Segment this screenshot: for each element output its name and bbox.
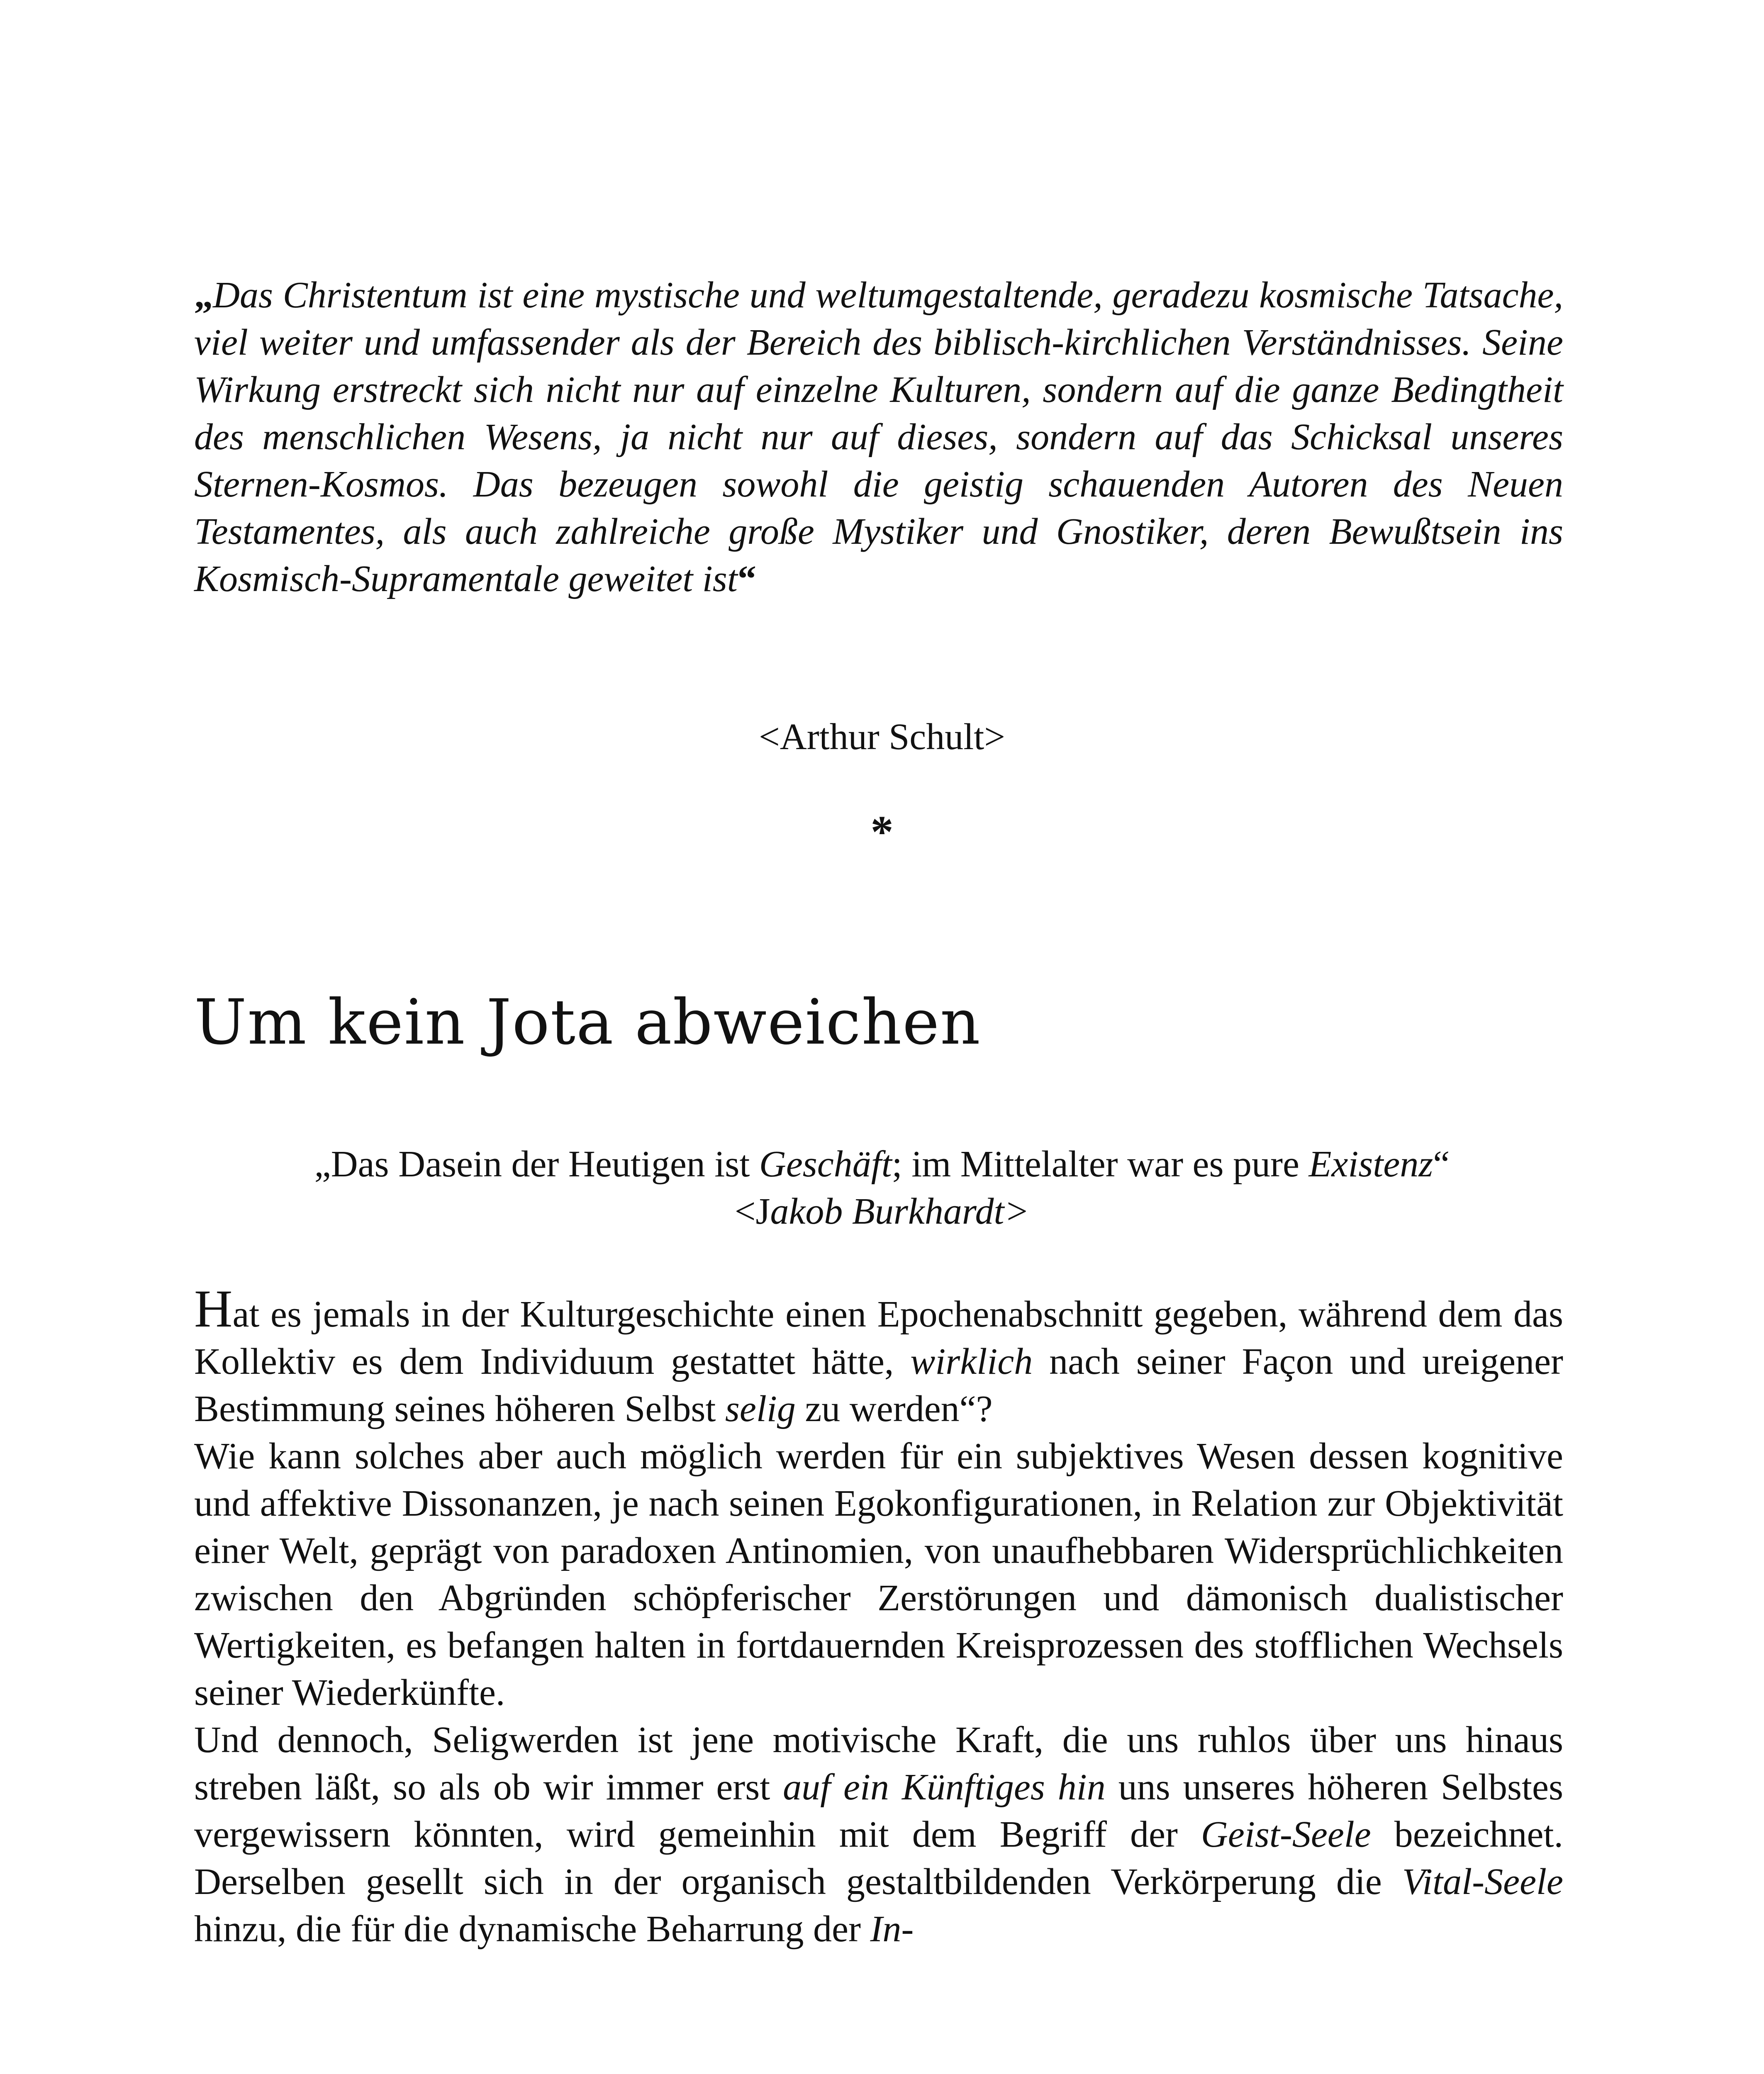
paragraph-text: nach seiner Façon und ureigener Bestimmung seines höheren Selbst: [194, 1341, 1563, 1429]
epigraph-text: „Das Dasein der Heutigen ist: [314, 1144, 759, 1185]
quote-open-mark: „: [194, 275, 213, 316]
chapter-title: Um kein Jota abweichen: [194, 986, 981, 1059]
paragraph-text: Und dennoch, Seligwerden ist jene motivische Kraft, die uns ruhlos über uns hinaus streben läßt, so als ob wir immer erst: [194, 1719, 1563, 1808]
paragraph-emphasis: Vital-Seele: [1402, 1861, 1563, 1902]
initial-letter: H: [194, 1279, 233, 1338]
paragraph-text: at es jemals in der Kulturgeschichte einen Epochenabschnitt gegeben, während dem das Kollektiv es dem Individuum gestattet hätte,: [194, 1294, 1563, 1382]
epigraph-emphasis: Existenz: [1308, 1144, 1433, 1185]
paragraph-text: uns unseres höheren Selbstes vergewissern könnten, wird gemeinhin mit dem Begriff der: [194, 1767, 1563, 1855]
paragraph-text: zu werden“?: [795, 1388, 993, 1429]
epigraph-attribution-name: akob Burkhardt: [770, 1191, 1004, 1232]
body-text: [194, 1279, 1563, 1953]
paragraph-text: bezeichnet. Derselben gesellt sich in der organisch gestaltbildenden Verkörperung die: [194, 1814, 1563, 1902]
quote-text: Das Christentum ist eine mystische und weltumgestaltende, geradezu kosmische Tatsache, viel weiter und umfassender als der Bereich des biblisch-kirchlichen Verständnisses. Seine Wirkung erstreckt sich nicht nur auf einzelne Kulturen, sondern auf die ganze Bedingtheit des menschlichen Wesens, ja nicht nur auf dieses, sondern auf das Schicksal unseres Sternen-Kosmos. Das bezeugen sowohl die geistig schauenden Autoren des Neuen Testamentes, als auch zahlreiche große Mystiker und Gnostiker, deren Bewußtsein ins Kosmisch-Supramentale geweitet ist: [194, 275, 1563, 599]
quote-close-mark: “: [737, 558, 756, 599]
epigraph-attribution: [0, 1188, 1764, 1235]
paragraph-emphasis: In-: [870, 1908, 914, 1950]
section-separator: *: [870, 806, 894, 857]
epigraph-attribution-close: >: [1004, 1191, 1030, 1232]
epigraph: [0, 1141, 1764, 1235]
paragraph-emphasis: selig: [725, 1388, 796, 1429]
epigraph-quote: [0, 1141, 1764, 1188]
epigraph-text: “: [1433, 1144, 1450, 1185]
paragraph-text: hinzu, die für die dynamische Beharrung der: [194, 1908, 870, 1950]
epigraph-text: ; im Mittelalter war es pure: [892, 1144, 1309, 1185]
quote-attribution: <Arthur Schult>: [759, 716, 1005, 757]
paragraph-emphasis: Geist-Seele: [1201, 1814, 1371, 1855]
paragraph-2: Wie kann solches aber auch möglich werden für ein subjektives Wesen dessen kognitive und affektive Dissonanzen, je nach seinen Egokonfigurationen, in Relation zur Objektivität einer Welt, geprägt von paradoxen Antinomien, von unaufhebbaren Widersprüchlichkeiten zwischen den Abgründen schöpferischer Zerstörungen und dämonisch dualistischer Wertigkeiten, es befangen halten in fortdauernden Kreisprozessen des stofflichen Wechsels seiner Wiederkünfte.: [194, 1436, 1563, 1713]
paragraph-emphasis: auf ein Künftiges hin: [783, 1767, 1106, 1808]
paragraph-1: [194, 1279, 1563, 1433]
epigraph-attribution-open: <J: [734, 1191, 770, 1232]
opening-quote: [194, 272, 1563, 603]
paragraph-3: [194, 1716, 1563, 1953]
paragraph-emphasis: wirklich: [910, 1341, 1033, 1382]
epigraph-emphasis: Geschäft: [759, 1144, 892, 1185]
